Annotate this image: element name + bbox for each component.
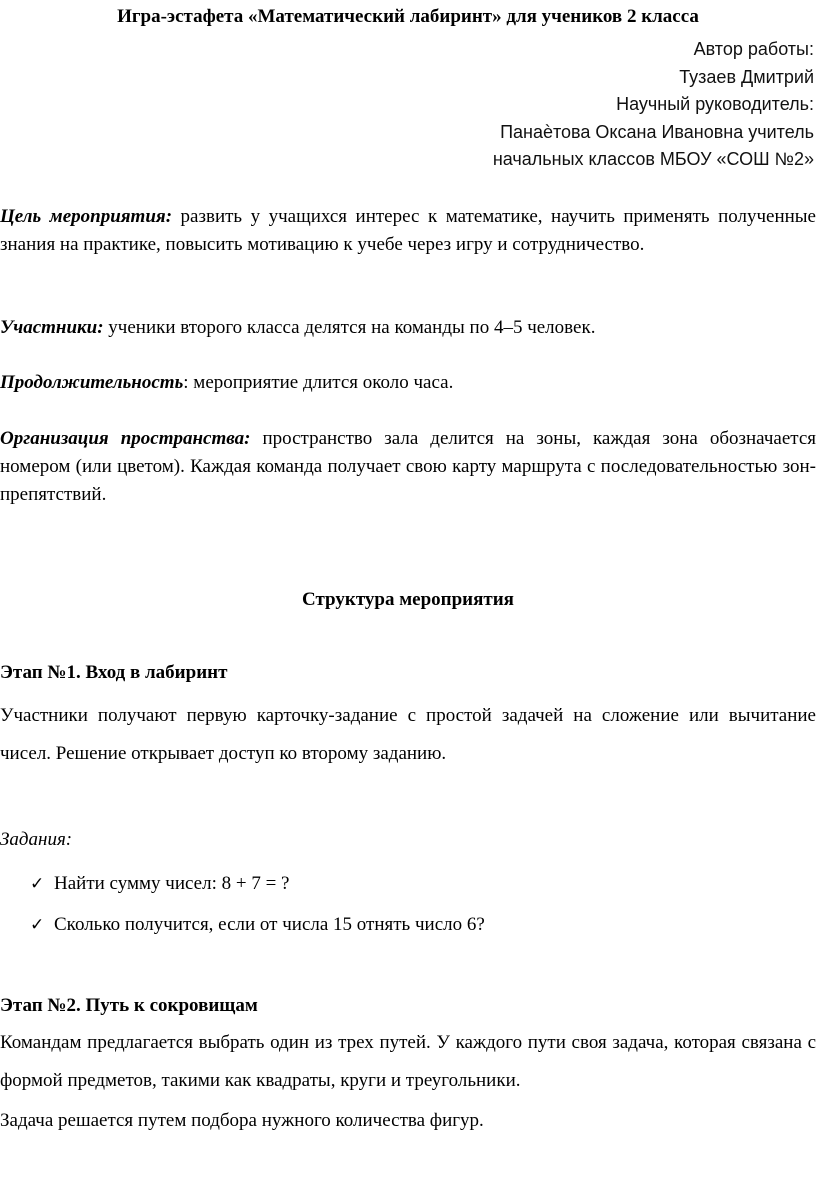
duration-paragraph <box>0 369 816 397</box>
stage2-text-continued: Задача решается путем подбора нужного количества фигур. <box>0 1110 484 1131</box>
participants-text: ученики второго класса делятся на команды по 4–5 человек. <box>103 317 596 338</box>
structure-heading: Структура мероприятия <box>302 589 514 610</box>
task-item <box>30 911 485 939</box>
task-item <box>30 870 289 898</box>
stage1-tasks-label: Задания: <box>0 829 73 850</box>
space-text: пространство зала делится на зоны, каждая зона обозначается номером (или цветом). Каждая команда получает свою карту маршрута с последовательностью зон-препятствий. <box>0 428 816 505</box>
stage2-text: Командам предлагается выбрать один из трех путей. У каждого пути своя задача, которая связана с формой предметов, такими как квадраты, круги и треугольники. <box>0 1032 816 1091</box>
goal-text: развить у учащихся интерес к математике, научить применять полученные знания на практике, повысить мотивацию к учебе через игру и сотрудничество. <box>0 206 816 255</box>
stage2-title: Этап №2. Путь к сокровищам <box>0 995 258 1016</box>
space-paragraph <box>0 425 816 509</box>
duration-text: : мероприятие длится около часа. <box>183 372 454 393</box>
space-label: Организация пространства: <box>0 428 251 449</box>
checkmark-icon: ✓ <box>30 915 45 935</box>
goal-label: Цель мероприятия: <box>0 206 173 227</box>
task-text: Найти сумму чисел: 8 + 7 = ? <box>54 873 290 894</box>
participants-paragraph <box>0 314 816 342</box>
checkmark-icon: ✓ <box>30 874 45 894</box>
duration-label: Продолжительность <box>0 372 184 393</box>
participants-label: Участники: <box>0 317 104 338</box>
author-name: Тузаев Дмитрий <box>679 66 814 87</box>
supervisor-school: начальных классов МБОУ «СОШ №2» <box>492 149 814 169</box>
supervisor-label: Научный руководитель: <box>616 94 814 114</box>
stage1-title: Этап №1. Вход в лабиринт <box>0 662 228 683</box>
stage1-text: Участники получают первую карточку-задание с простой задачей на сложение или вычитание чисел. Решение открывает доступ ко второму заданию. <box>0 705 816 764</box>
author-block <box>394 36 814 174</box>
task-text: Сколько получится, если от числа 15 отнять число 6? <box>54 914 485 935</box>
author-label: Автор работы: <box>693 39 814 59</box>
goal-paragraph <box>0 203 816 259</box>
supervisor-name: Панаѐтова Оксана Ивановна учитель <box>500 121 814 142</box>
document-title: Игра-эстафета «Математический лабиринт» для учеников 2 класса <box>117 6 699 27</box>
